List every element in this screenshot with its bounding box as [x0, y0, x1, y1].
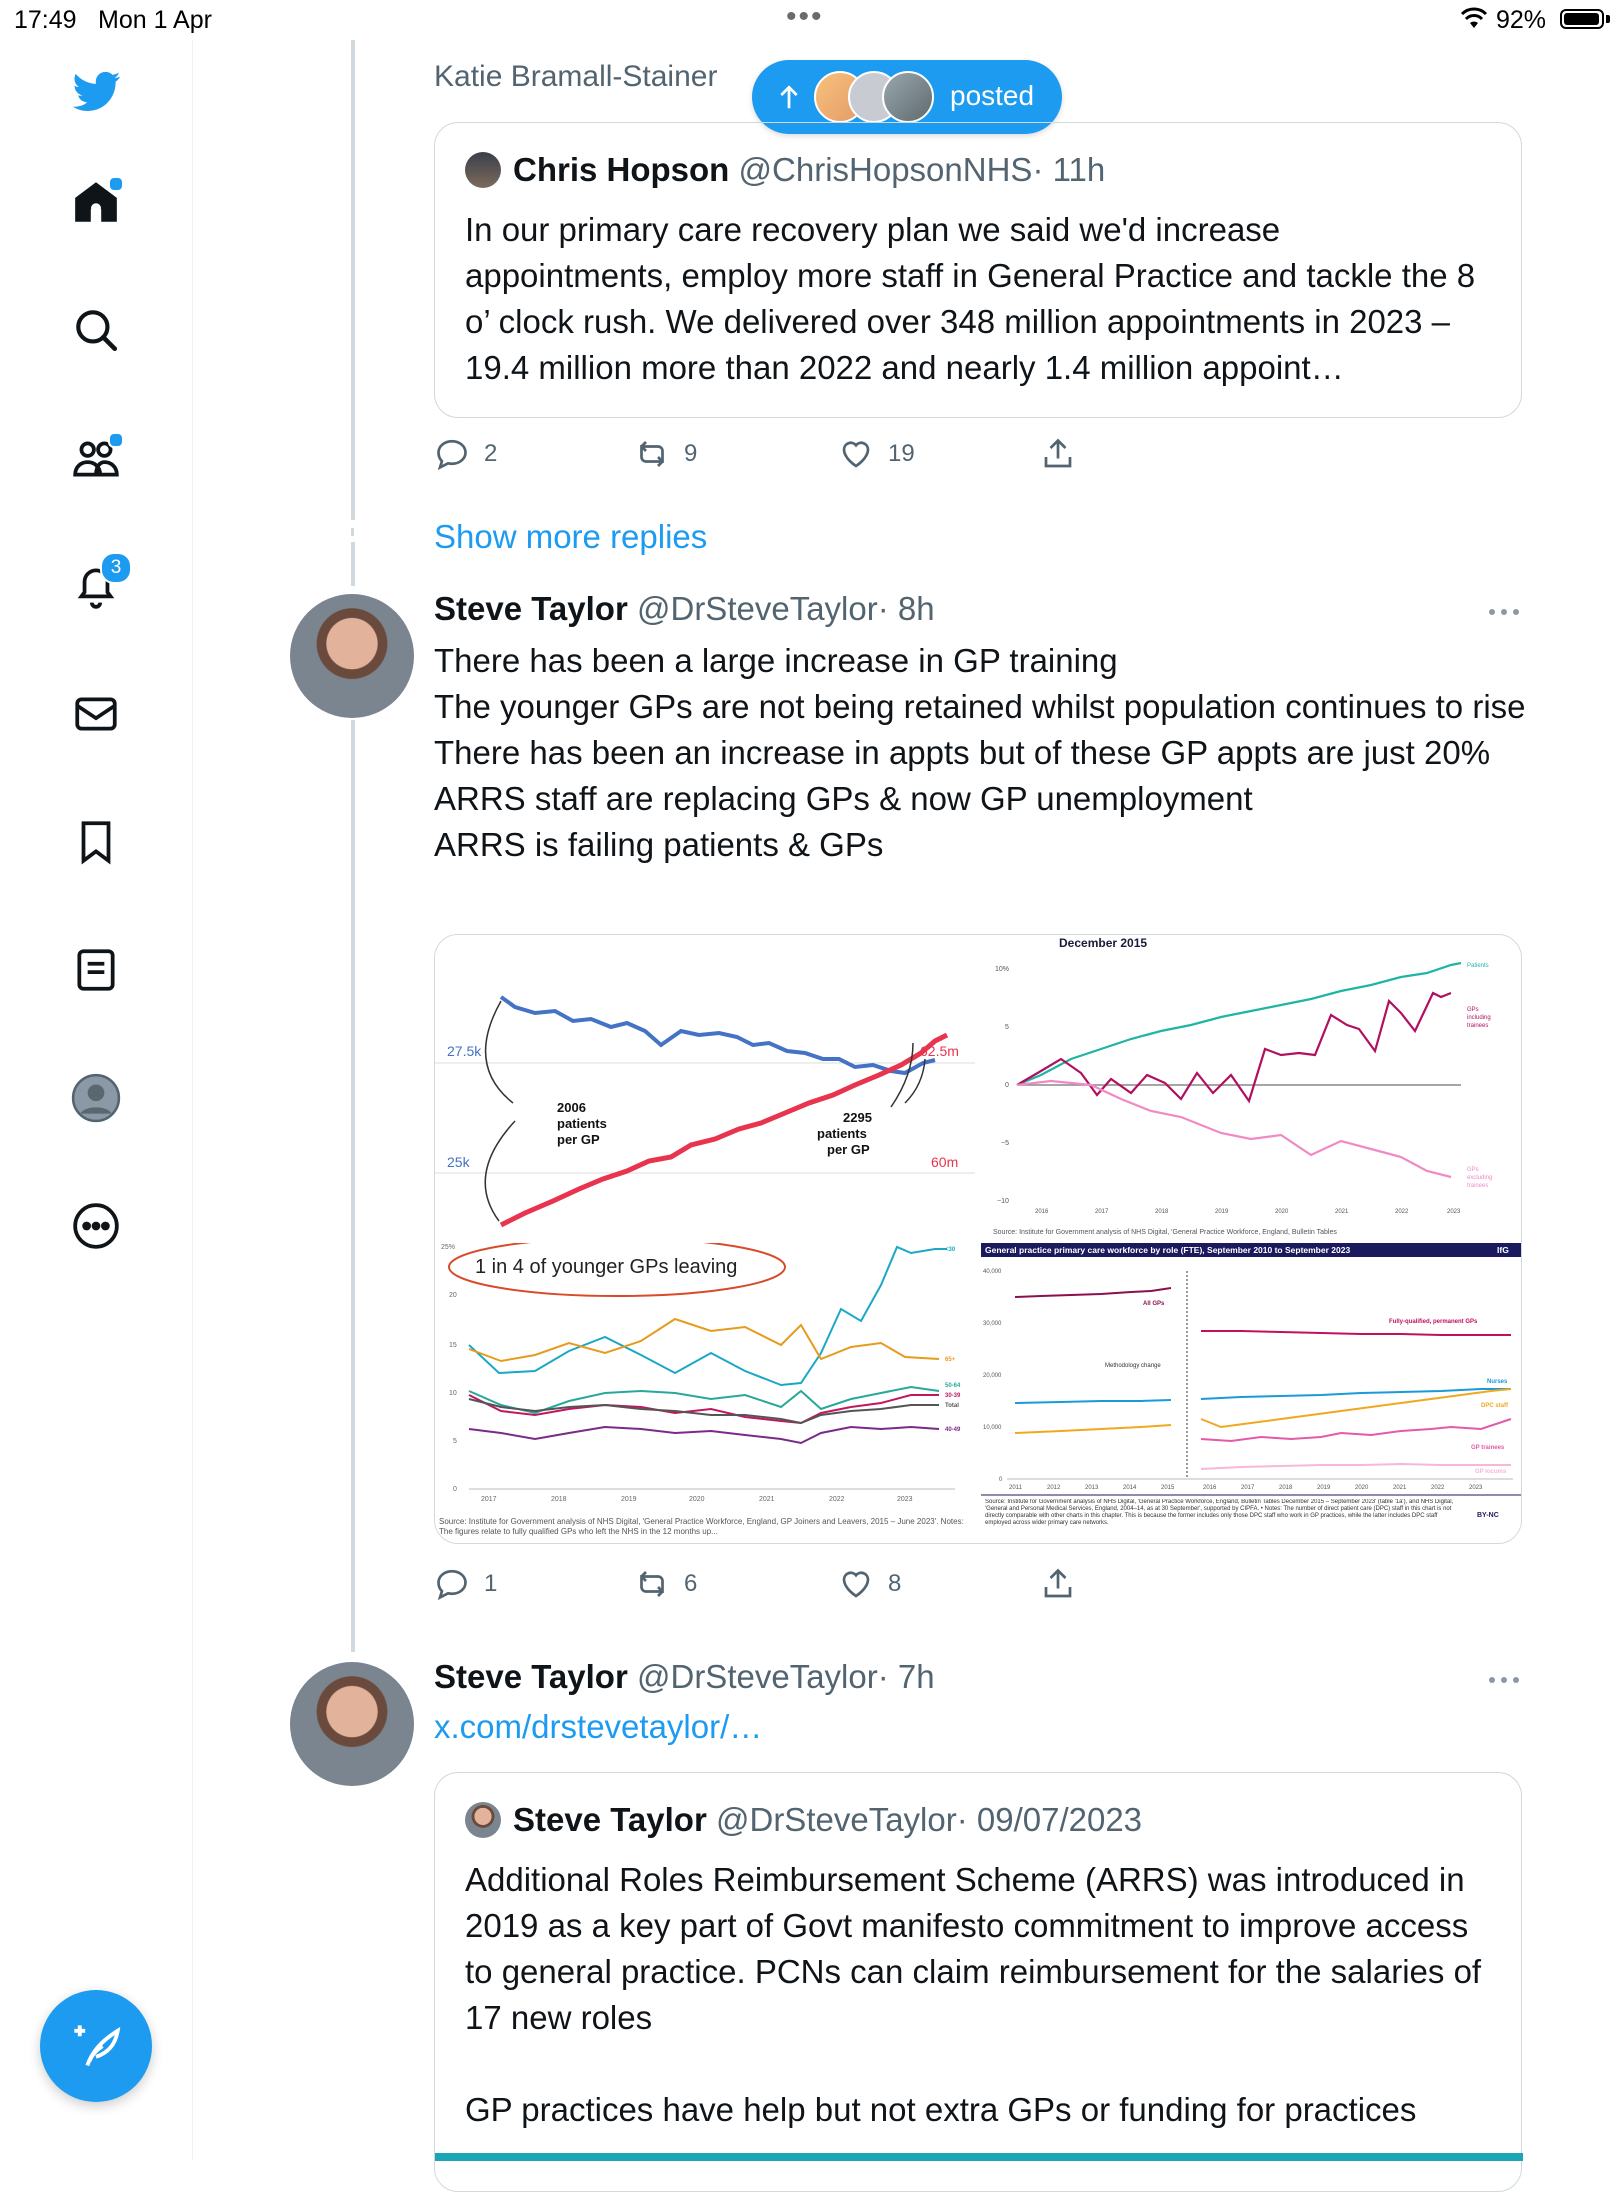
tweet-link[interactable]: x.com/drstevetaylor/… [434, 1708, 763, 1745]
y-tick: 15 [449, 1342, 457, 1349]
x-tick: 2017 [481, 1496, 497, 1503]
lists-icon[interactable] [68, 942, 124, 998]
series-40-49 [469, 1427, 939, 1443]
annotation-2006: 2006 patients per GP [557, 1100, 607, 1147]
y-tick: 20,000 [983, 1373, 1002, 1379]
more-options-icon[interactable] [1484, 1670, 1524, 1690]
tweet-actions [434, 436, 1524, 480]
avatar [465, 1802, 501, 1838]
status-time: 17:49 [14, 6, 77, 34]
status-date: Mon 1 Apr [98, 6, 212, 34]
compose-button[interactable] [40, 1990, 152, 2102]
status-bar [0, 0, 1620, 40]
author-handle: @DrSteveTaylor [715, 1801, 957, 1838]
tweet-time[interactable]: · 8h [877, 590, 935, 627]
x-tick: 2020 [1275, 1209, 1289, 1215]
share-button[interactable] [1040, 1566, 1076, 1602]
tweet-text [434, 638, 1534, 868]
reply-icon [434, 1566, 470, 1602]
patients-line [1017, 963, 1461, 1085]
series-label: GP trainees [1471, 1445, 1505, 1451]
media-grid [434, 934, 1522, 1544]
axis-label: 27.5k [447, 1043, 482, 1059]
notifications-icon[interactable] [68, 558, 124, 614]
fq-permanent-gps-line [1201, 1331, 1511, 1335]
all-gps-line [1015, 1288, 1171, 1297]
avatar [465, 152, 501, 188]
author-name[interactable]: Steve Taylor [434, 1658, 628, 1695]
thread-line [351, 40, 355, 520]
retweet-icon [634, 436, 670, 472]
y-tick: 30,000 [983, 1321, 1002, 1327]
chart-title: December 2015 [1059, 936, 1148, 950]
heart-icon [838, 436, 874, 472]
x-tick: 2023 [1447, 1209, 1461, 1215]
axis-label: 60m [931, 1154, 959, 1170]
messages-icon[interactable] [68, 686, 124, 742]
tweet-time[interactable]: · 7h [877, 1658, 935, 1695]
wifi-icon [1460, 6, 1488, 30]
brand-logo: IfG [1497, 1245, 1509, 1255]
x-tick: 2020 [689, 1496, 705, 1503]
x-tick: 2023 [897, 1496, 913, 1503]
tweet-time: · 11h [1032, 151, 1106, 188]
retweet-button[interactable] [634, 1566, 697, 1602]
series-total [469, 1399, 939, 1423]
series-label: GP locums [1475, 1469, 1507, 1475]
dpc-staff-line-2 [1201, 1389, 1511, 1427]
dpc-staff-line [1015, 1425, 1171, 1433]
tweet-line: ARRS is failing patients & GPs [434, 826, 884, 863]
x-tick: 2013 [1085, 1485, 1099, 1491]
x-tick: 2019 [1215, 1209, 1229, 1215]
x-tick: 2015 [1161, 1485, 1175, 1491]
media-image-1[interactable] [435, 935, 975, 1237]
series-label: Total [945, 1403, 959, 1409]
series-label: Nurses [1487, 1379, 1508, 1385]
bookmarks-icon[interactable] [68, 814, 124, 870]
license-badge: BY-NC [1477, 1512, 1499, 1519]
x-tick: 2021 [1393, 1485, 1407, 1491]
series-label: 30-39 [945, 1393, 961, 1399]
x-tick: 2022 [1431, 1485, 1445, 1491]
heart-icon [838, 1566, 874, 1602]
like-button[interactable] [838, 1566, 901, 1602]
y-tick: 10 [449, 1390, 457, 1397]
profile-icon[interactable] [68, 1070, 124, 1126]
reply-count: 2 [484, 440, 498, 467]
show-more-replies-link[interactable]: Show more replies [434, 518, 708, 555]
x-tick: 2018 [551, 1496, 567, 1503]
axis-label: 25k [447, 1154, 470, 1170]
tweet-line: The younger GPs are not being retained whilst population continues to rise [434, 688, 1526, 725]
x-tick: 2016 [1203, 1485, 1217, 1491]
author-name: Chris Hopson [513, 151, 730, 188]
share-icon [1040, 436, 1076, 472]
media-image-4[interactable] [981, 1243, 1522, 1544]
callout-text: 1 in 4 of younger GPs leaving [475, 1256, 738, 1278]
x-tick: 2017 [1095, 1209, 1109, 1215]
multitasking-dots[interactable]: ••• [786, 0, 824, 33]
media-image-3[interactable] [435, 1243, 975, 1544]
communities-unread-dot [108, 432, 124, 448]
x-tick: 2021 [759, 1496, 775, 1503]
quoted-tweet-text: Additional Roles Reimbursement Scheme (ARRS) was introduced in 2019 as a key part of Govt manifesto commitment to improve access to general practice. PCNs can claim reimbursement for the salaries of 17 new roles [465, 1861, 1482, 2036]
nav-rail [0, 40, 193, 2160]
notifications-badge: 3 [100, 552, 132, 584]
retweet-count: 9 [684, 440, 698, 467]
x-tick: 2023 [1469, 1485, 1483, 1491]
gp-trainees-line [1201, 1419, 1511, 1441]
y-tick: 0 [999, 1477, 1003, 1483]
reply-count: 1 [484, 1570, 498, 1597]
x-tick: 2022 [829, 1496, 845, 1503]
new-posts-label: posted [950, 80, 1035, 111]
author-handle[interactable]: @DrSteveTaylor [636, 590, 878, 627]
quoted-tweet-text: In our primary care recovery plan we said we'd increase appointments, employ more staff in General Practice and tackle the 8 o’ clock rush. We delivered over 348 million appointments in 2023 – 19.4 million more than 2022 and nearly 1.4 million appoint… [465, 211, 1476, 386]
search-icon[interactable] [68, 302, 124, 358]
y-tick: 0 [1005, 1082, 1009, 1089]
more-options-icon[interactable] [1484, 602, 1524, 622]
author-name: Steve Taylor [513, 1801, 707, 1838]
axis-label: 62.5m [920, 1043, 959, 1059]
tweet-time: · 09/07/2023 [956, 1801, 1143, 1838]
x-tick: 2018 [1155, 1209, 1169, 1215]
battery-percent: 92% [1496, 6, 1547, 34]
tweet-line: ARRS staff are replacing GPs & now GP unemployment [434, 780, 1253, 817]
y-tick: 10,000 [983, 1425, 1002, 1431]
y-tick: 5 [453, 1438, 457, 1445]
chart-source: Source: Institute for Government analysis of NHS Digital, 'General Practice Workforce, England, GP Joiners and Leavers, 2015 – June 2023'. Notes: The figures relate to fully qualified GPs who left the NHS in the 12 months up... [439, 1517, 964, 1536]
series-label: GPs excluding trainees [1467, 1167, 1493, 1189]
series-label: Patients [1467, 963, 1489, 969]
quoted-tweet[interactable] [434, 1772, 1522, 2192]
more-icon[interactable] [68, 1198, 124, 1254]
share-icon [1040, 1566, 1076, 1602]
tweet-line: There has been a large increase in GP training [434, 642, 1118, 679]
series-label: DPC staff [1481, 1403, 1509, 1409]
gp-count-line [501, 997, 935, 1073]
x-tick: 2019 [621, 1496, 637, 1503]
x-tick: 2020 [1355, 1485, 1369, 1491]
tweet-actions [434, 1566, 1524, 1610]
retweet-icon [634, 1566, 670, 1602]
y-tick: 10% [995, 966, 1010, 973]
methodology-change-label: Methodology change [1105, 1363, 1161, 1369]
x-tick: 2022 [1395, 1209, 1409, 1215]
x-tick: 2017 [1241, 1485, 1255, 1491]
reply-context-author[interactable]: Katie Bramall-Stainer [434, 60, 718, 93]
y-tick: −5 [1001, 1140, 1009, 1147]
gps-excluding-trainees-line [1017, 1081, 1451, 1177]
twitter-logo-icon[interactable] [68, 64, 124, 120]
series-label: Fully-qualified, permanent GPs [1389, 1319, 1478, 1325]
chart-title: General practice primary care workforce by role (FTE), September 2010 to September 2023 [985, 1245, 1351, 1255]
battery-icon [1560, 9, 1604, 29]
retweet-button[interactable] [634, 436, 697, 472]
x-tick: 2018 [1279, 1485, 1293, 1491]
tweet-line: There has been an increase in appts but of these GP appts are just 20% [434, 734, 1491, 771]
series-label: 40-49 [945, 1427, 961, 1433]
share-button[interactable] [1040, 436, 1076, 472]
x-tick: 2011 [1009, 1485, 1022, 1491]
avatar [882, 71, 934, 123]
communities-icon[interactable] [68, 430, 124, 486]
series-label: <30 [945, 1247, 956, 1253]
series-label: 65+ [945, 1357, 956, 1363]
chart-source: Source: Institute for Government analysis of NHS Digital, 'General Practice Workforce, England, Bulletin Tables December 2015 – September 2023' (table '1a'), and NHS Digital, 'General and Personal Medical Services, England, 2004–14, as at 30 September', supported by CIPFA. • Notes: The number of direct patient care (DPC) staff in this chart is not directly comparable with other charts in this chapter. This is because the former includes only those DPC staff who work in GP practices, while the latter includes DPC staff employed across wider primary care networks. [985, 1499, 1454, 1526]
home-unread-dot [108, 176, 124, 192]
series-label: All GPs [1143, 1301, 1165, 1307]
reply-button[interactable] [434, 1566, 497, 1602]
chart-source: Source: Institute for Government analysis of NHS Digital, 'General Practice Workforce, England, Bulletin Tables [993, 1229, 1337, 1236]
y-tick: 25% [441, 1244, 456, 1251]
reply-icon [434, 436, 470, 472]
y-tick: 0 [453, 1486, 457, 1493]
series-65plus [469, 1319, 939, 1361]
arrow-up-icon [778, 84, 800, 110]
like-button[interactable] [838, 436, 915, 472]
x-tick: 2012 [1047, 1485, 1061, 1491]
series-label: 50-64 [945, 1383, 961, 1389]
x-tick: 2021 [1335, 1209, 1349, 1215]
quoted-tweet[interactable] [434, 122, 1522, 418]
quoted-tweet-text: GP practices have help but not extra GPs or funding for practices [465, 2091, 1417, 2128]
annotation-2295: 2295 patients per GP [817, 1110, 872, 1157]
x-tick: 2019 [1317, 1485, 1331, 1491]
like-count: 19 [888, 440, 915, 467]
avatar[interactable] [290, 1662, 414, 1786]
x-tick: 2014 [1123, 1485, 1137, 1491]
nurses-line [1015, 1400, 1171, 1403]
reply-button[interactable] [434, 436, 497, 472]
series-label: GPs including trainees [1467, 1007, 1491, 1029]
home-icon[interactable] [68, 174, 124, 230]
author-handle: @ChrisHopsonNHS [738, 151, 1033, 188]
thread-line [351, 720, 355, 1652]
compose-feather-icon [70, 2020, 122, 2072]
retweet-count: 6 [684, 1570, 698, 1597]
y-tick: 5 [1005, 1024, 1009, 1031]
y-tick: 20 [449, 1292, 457, 1299]
media-image-2[interactable] [981, 935, 1522, 1237]
y-tick: 40,000 [983, 1269, 1002, 1275]
avatar[interactable] [290, 594, 414, 718]
y-tick: −10 [997, 1198, 1009, 1205]
x-tick: 2016 [1035, 1209, 1049, 1215]
author-name[interactable]: Steve Taylor [434, 590, 628, 627]
author-handle[interactable]: @DrSteveTaylor [636, 1658, 878, 1695]
like-count: 8 [888, 1570, 902, 1597]
gp-locums-line [1201, 1464, 1511, 1469]
